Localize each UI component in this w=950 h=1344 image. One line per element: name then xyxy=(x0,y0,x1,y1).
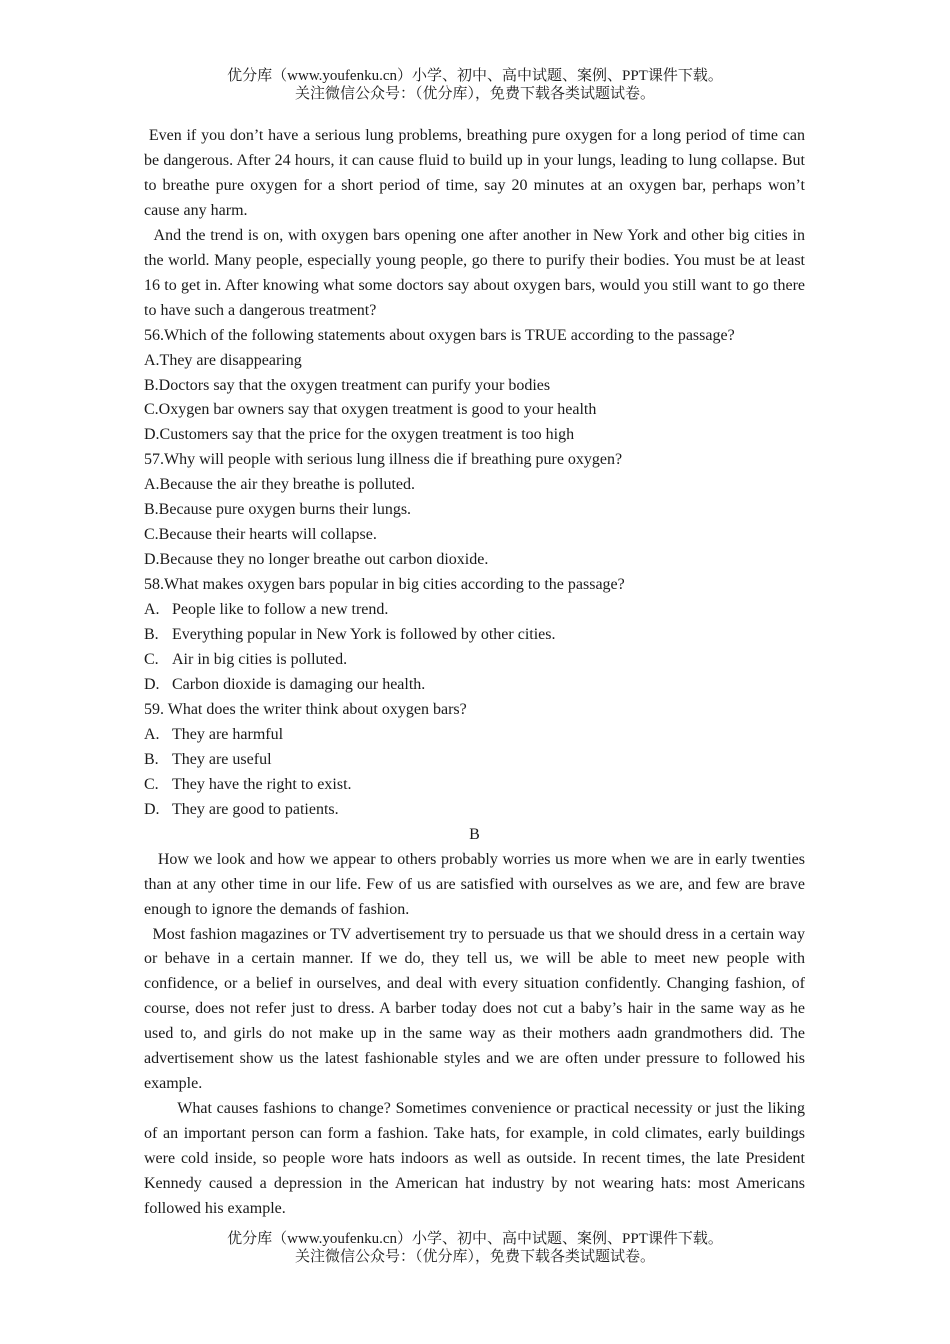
question-57-option-b: B.Because pure oxygen burns their lungs. xyxy=(144,501,412,519)
question-56-option-d: D.Customers say that the price for the oxygen treatment is too high xyxy=(144,426,575,444)
option-text: Air in big cities is polluted. xyxy=(172,651,348,669)
page-header xyxy=(0,67,950,103)
question-58-option-b xyxy=(144,623,805,648)
option-letter: A. xyxy=(144,725,160,743)
option-text: Carbon dioxide is damaging our health. xyxy=(172,675,426,693)
question-56-option-b: B.Doctors say that the oxygen treatment can purify your bodies xyxy=(144,376,551,394)
passage-b-paragraph-2: Most fashion magazines or TV advertisement try to persuade us that we should dress in a certain way or behave in a certain manner. If we do, they tell us, we will be able to meet new people with confidence, or a belief in ourselves, and deal with every situation confidently. Changing fashion, of course, does not refer just to dress. A barber today does not cut a baby’s hair in the same way as he used to, and girls do not make up in the same way as their mothers aadn grandmothers did. The advertisement show us the latest fashionable styles and we are often under pressure to followed his example. xyxy=(144,925,810,1093)
question-57-option-a: A.Because the air they breathe is polluted. xyxy=(144,476,416,494)
question-58-stem: 58.What makes oxygen bars popular in big cities according to the passage? xyxy=(144,576,625,594)
passage-b-paragraph-3: What causes fashions to change? Sometimes convenience or practical necessity or just the liking of an important person can form a fashion. Take hats, for example, in cold climates, early buildings were cold inside, so people wore hats indoors as well as outside. In recent times, the late President Kennedy caused a depression in the American hat industry by not wearing hats: most Americans followed his example. xyxy=(144,1100,810,1217)
option-text: Everything popular in New York is followed by other cities. xyxy=(172,626,556,644)
option-letter: A. xyxy=(144,601,160,619)
question-56-option-a: A.They are disappearing xyxy=(144,351,302,369)
option-text: They are useful xyxy=(172,750,272,768)
passage-b-title: B xyxy=(469,825,480,843)
page-footer xyxy=(0,1230,950,1266)
option-letter: B. xyxy=(144,750,159,768)
question-59-option-a xyxy=(144,723,805,748)
header-line-2: 关注微信公众号：（优分库），免费下载各类试题试卷。 xyxy=(294,86,655,102)
option-text: They are good to patients. xyxy=(172,800,339,818)
header-line-1: 优分库（www.youfenku.cn）小学、初中、高中试题、案例、PPT课件下载。 xyxy=(227,68,723,84)
question-57-stem: 57.Why will people with serious lung illness die if breathing pure oxygen? xyxy=(144,451,623,469)
document-body xyxy=(144,124,810,1222)
footer-line-1: 优分库（www.youfenku.cn）小学、初中、高中试题、案例、PPT课件下载。 xyxy=(227,1231,723,1247)
question-56-stem: 56.Which of the following statements about oxygen bars is TRUE according to the passage? xyxy=(144,326,735,344)
passage-b-paragraph-1: How we look and how we appear to others probably worries us more when we are in early twenties than at any other time in our life. Few of us are satisfied with ourselves as we are, and few are brave enough to ignore the demands of fashion. xyxy=(144,850,810,918)
question-59-stem: 59. What does the writer think about oxygen bars? xyxy=(144,700,467,718)
option-text: People like to follow a new trend. xyxy=(172,601,389,619)
question-59-option-c xyxy=(144,773,805,798)
question-59-option-b xyxy=(144,748,805,773)
question-57-option-d: D.Because they no longer breathe out carbon dioxide. xyxy=(144,551,489,569)
question-58-option-c xyxy=(144,648,805,673)
question-59-option-d xyxy=(144,798,805,823)
option-letter: C. xyxy=(144,775,159,793)
option-letter: C. xyxy=(144,651,159,669)
question-58-option-a xyxy=(144,598,805,623)
passage-a-paragraph-1: Even if you don’t have a serious lung problems, breathing pure oxygen for a long period of time can be dangerous. After 24 hours, it can cause fluid to build up in your lungs, leading to lung collapse. But to breathe pure oxygen for a short period of time, say 20 minutes at an oxygen bar, perhaps won’t cause any harm. xyxy=(144,127,810,219)
option-letter: D. xyxy=(144,675,160,693)
question-57-option-c: C.Because their hearts will collapse. xyxy=(144,526,377,544)
question-56-option-c: C.Oxygen bar owners say that oxygen treatment is good to your health xyxy=(144,401,597,419)
footer-line-2: 关注微信公众号：（优分库），免费下载各类试题试卷。 xyxy=(294,1249,655,1265)
option-text: They are harmful xyxy=(172,725,284,743)
option-text: They have the right to exist. xyxy=(172,775,352,793)
passage-a-paragraph-2: And the trend is on, with oxygen bars opening one after another in New York and other big cities in the world. Many people, especially young people, go there to purify their bodies. You must be at least 16 to get in. After knowing what some doctors say about oxygen bars, would you still want to go there to have such a dangerous treatment? xyxy=(144,226,809,319)
question-58-option-d xyxy=(144,673,805,698)
option-letter: D. xyxy=(144,800,160,818)
option-letter: B. xyxy=(144,626,159,644)
